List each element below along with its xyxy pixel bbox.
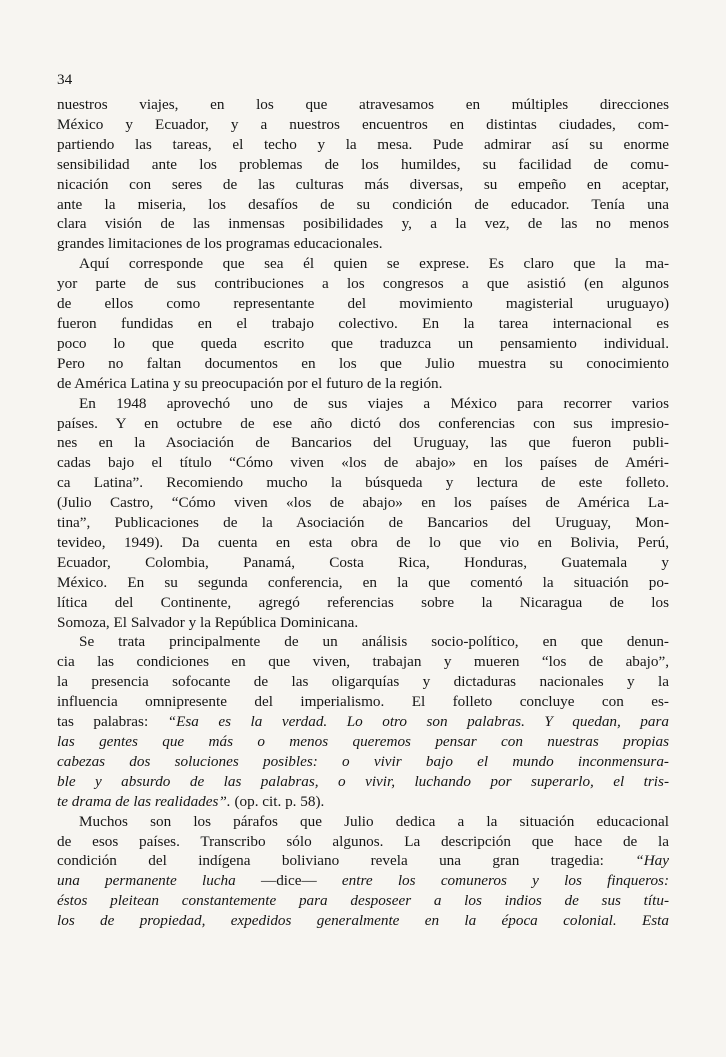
text-run: fueron fundidas en el trabajo colectivo. En la tarea internacional es bbox=[57, 314, 669, 332]
text-line bbox=[57, 175, 669, 195]
paragraph bbox=[57, 254, 669, 393]
text-line bbox=[57, 593, 669, 613]
text-run: cia las condiciones en que viven, trabajan y mueren “los de abajo”, bbox=[57, 653, 669, 671]
text-line bbox=[57, 772, 669, 792]
text-line bbox=[57, 533, 669, 553]
text-run: yor parte de sus contribuciones a los congresos a que asistió (en algunos bbox=[57, 275, 669, 293]
text-run: tina”, Publicaciones de la Asociación de Bancarios del Uruguay, Mon- bbox=[57, 514, 669, 532]
text-line bbox=[57, 214, 669, 234]
italic-text-run: éstos pleitean constantemente para desposeer a los indios de sus títu- bbox=[57, 892, 669, 910]
text-run: nes en la Asociación de Bancarios del Uruguay, las que fueron publi- bbox=[57, 434, 669, 452]
text-line bbox=[57, 613, 669, 633]
text-run: (op. cit. p. 58). bbox=[230, 792, 325, 810]
text-line bbox=[57, 115, 669, 135]
text-line bbox=[57, 294, 669, 314]
text-line bbox=[57, 374, 669, 394]
text-run: —dice— bbox=[261, 872, 317, 890]
text-block bbox=[57, 95, 669, 931]
text-line bbox=[57, 672, 669, 692]
text-run: clara visión de las inmensas posibilidades y, a la vez, de las no menos bbox=[57, 215, 669, 233]
text-line bbox=[57, 314, 669, 334]
page-number: 34 bbox=[57, 71, 73, 88]
text-run: nuestros viajes, en los que atravesamos en múltiples direcciones bbox=[57, 96, 669, 113]
text-run: la presencia sofocante de las oligarquías y dictaduras nacionales y la bbox=[57, 673, 669, 691]
paragraph bbox=[57, 812, 669, 931]
text-line bbox=[57, 692, 669, 712]
text-line bbox=[57, 394, 669, 414]
text-line bbox=[57, 911, 669, 931]
text-line bbox=[57, 195, 669, 215]
text-line bbox=[57, 254, 669, 274]
text-line bbox=[57, 433, 669, 453]
text-run: (Julio Castro, “Cómo viven «los de abajo» en los países de América La- bbox=[57, 494, 669, 512]
text-line bbox=[57, 573, 669, 593]
text-run: poco lo que queda escrito que traduzca un pensamiento individual. bbox=[57, 334, 669, 352]
text-run: Se trata principalmente de un análisis socio-político, en que denun- bbox=[79, 633, 669, 651]
italic-text-run: ble y absurdo de las palabras, o vivir, luchando por superarlo, el tris- bbox=[57, 772, 669, 790]
text-run: ca Latina”. Recomiendo mucho la búsqueda y lectura de este folleto. bbox=[57, 474, 669, 492]
text-line bbox=[57, 832, 669, 852]
text-run: lítica del Continente, agregó referencias sobre la Nicaragua de los bbox=[57, 593, 669, 611]
text-run: México. En su segunda conferencia, en la que comentó la situación po- bbox=[57, 573, 669, 591]
text-run: partiendo las tareas, el techo y la mesa. Pude admirar así su enorme bbox=[57, 135, 669, 153]
text-run: condición del indígena boliviano revela una gran tragedia: bbox=[57, 852, 636, 870]
text-line bbox=[57, 792, 669, 812]
text-line bbox=[57, 812, 669, 832]
text-line bbox=[57, 155, 669, 175]
text-line bbox=[57, 891, 669, 911]
text-run: México y Ecuador, y a nuestros encuentros en distintas ciudades, com- bbox=[57, 115, 669, 133]
text-line bbox=[57, 414, 669, 434]
book-page bbox=[57, 70, 669, 931]
text-line bbox=[57, 234, 669, 254]
italic-text-run: te drama de las realidades”. bbox=[57, 792, 231, 810]
text-run: cadas bajo el título “Cómo viven «los de abajo» en los países de Améri- bbox=[57, 454, 669, 472]
text-run: de ellos como representante del movimiento magisterial uruguayo) bbox=[57, 295, 669, 313]
text-run: de América Latina y su preocupación por el futuro de la región. bbox=[57, 374, 443, 392]
text-line bbox=[57, 513, 669, 533]
italic-text-run: entre los comuneros y los finqueros: bbox=[316, 872, 670, 890]
italic-text-run: “Esa es la verdad. Lo otro son palabras. Y quedan, para bbox=[167, 713, 669, 731]
text-line bbox=[57, 851, 669, 871]
text-line bbox=[57, 453, 669, 473]
text-run: influencia omnipresente del imperialismo. El folleto concluye con es- bbox=[57, 693, 669, 711]
text-line bbox=[57, 473, 669, 493]
text-run: Ecuador, Colombia, Panamá, Costa Rica, Honduras, Guatemala y bbox=[57, 553, 669, 571]
italic-text-run: una permanente lucha bbox=[57, 872, 261, 890]
text-run: grandes limitaciones de los programas educacionales. bbox=[57, 235, 383, 253]
text-line bbox=[57, 493, 669, 513]
text-line bbox=[57, 632, 669, 652]
paragraph bbox=[57, 632, 669, 811]
text-run: Pero no faltan documentos en los que Julio muestra su conocimiento bbox=[57, 354, 669, 372]
text-line bbox=[57, 652, 669, 672]
text-run: Aquí corresponde que sea él quien se exprese. Es claro que la ma- bbox=[79, 255, 669, 273]
text-line bbox=[57, 712, 669, 732]
text-run: tas palabras: bbox=[57, 713, 168, 731]
text-run: tevideo, 1949). Da cuenta en esta obra de lo que vio en Bolivia, Perú, bbox=[57, 533, 669, 551]
text-line bbox=[57, 354, 669, 374]
text-line bbox=[57, 95, 669, 115]
text-line bbox=[57, 334, 669, 354]
text-run: Muchos son los párafos que Julio dedica a la situación educacional bbox=[79, 812, 669, 830]
italic-text-run: “Hay bbox=[635, 852, 669, 870]
text-run: sensibilidad ante los problemas de los humildes, su facilidad de comu- bbox=[57, 155, 669, 173]
paragraph bbox=[57, 95, 669, 254]
text-run: nicación con seres de las culturas más diversas, su empeño en aceptar, bbox=[57, 175, 669, 193]
text-line bbox=[57, 752, 669, 772]
text-line bbox=[57, 135, 669, 155]
paragraph bbox=[57, 394, 669, 633]
text-run: de esos países. Transcribo sólo algunos. La descripción que hace de la bbox=[57, 832, 669, 850]
text-run: ante la miseria, los desafíos de su condición de educador. Tenía una bbox=[57, 195, 669, 213]
italic-text-run: los de propiedad, expedidos generalmente en la época colonial. Esta bbox=[57, 912, 669, 930]
text-line bbox=[57, 553, 669, 573]
text-run: En 1948 aprovechó uno de sus viajes a México para recorrer varios bbox=[79, 394, 669, 412]
italic-text-run: las gentes que más o menos queremos pensar con nuestras propias bbox=[57, 733, 669, 750]
text-run: países. Y en octubre de ese año dictó dos conferencias con sus impresio- bbox=[57, 414, 669, 432]
text-run: Somoza, El Salvador y la República Dominicana. bbox=[57, 613, 359, 631]
text-line bbox=[57, 274, 669, 294]
italic-text-run: cabezas dos soluciones posibles: o vivir bajo el mundo inconmensura- bbox=[57, 752, 669, 770]
text-line bbox=[57, 871, 669, 891]
text-line bbox=[57, 732, 669, 752]
